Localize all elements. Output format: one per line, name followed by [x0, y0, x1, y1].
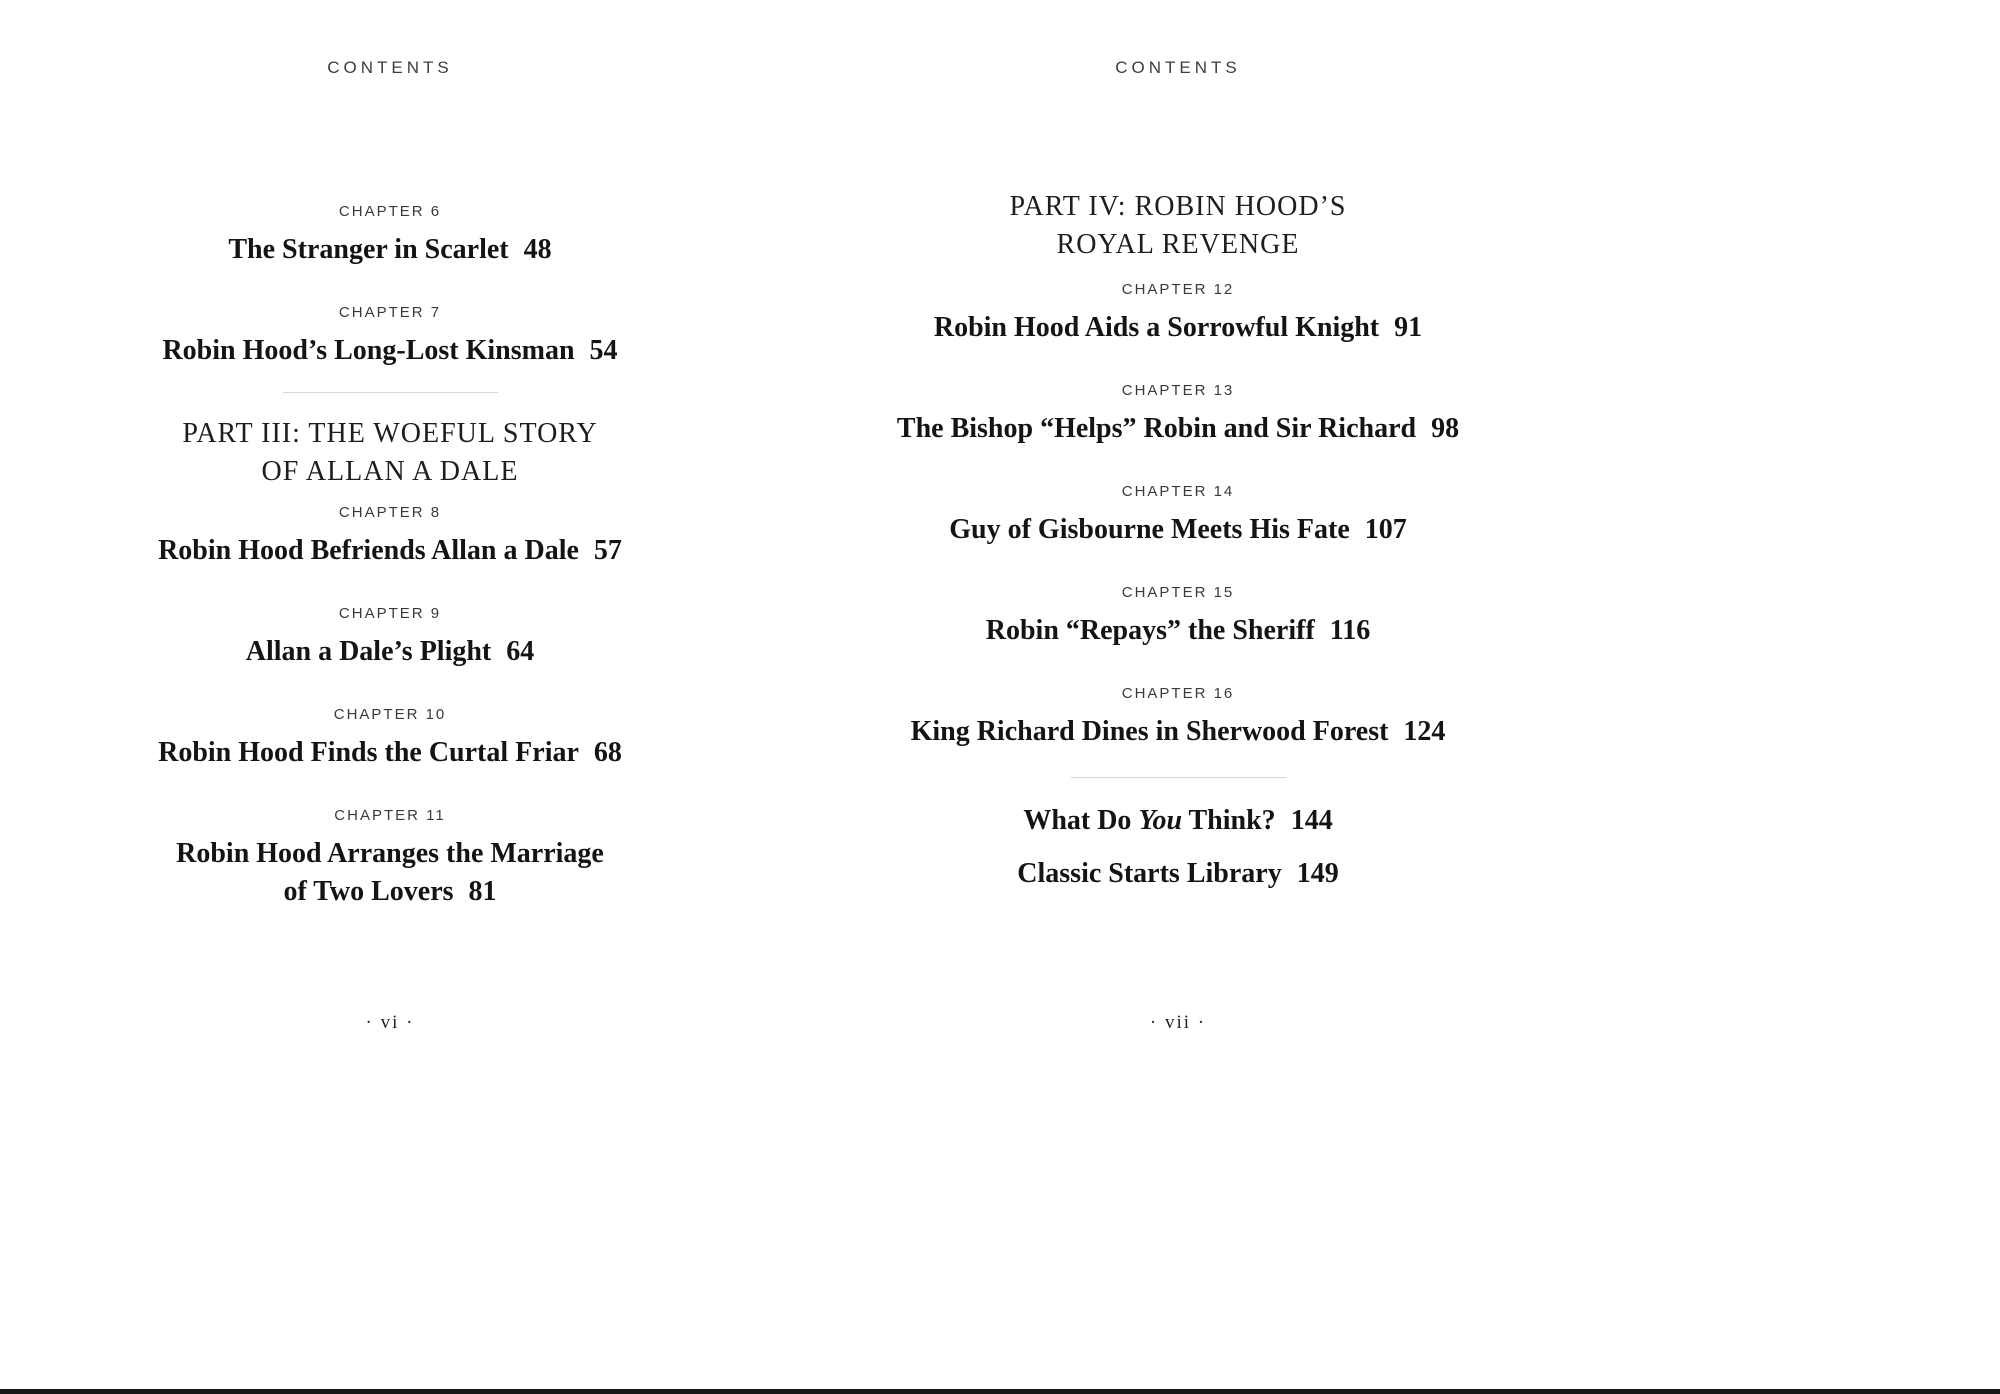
- toc-entry-chapter-13: [838, 381, 1518, 448]
- folio-left: · vi ·: [365, 1012, 415, 1033]
- toc-entry-what-do-you-think: [838, 802, 1518, 840]
- toc-entry-classic-starts-library: [838, 855, 1518, 893]
- chapter-title-row: [50, 231, 730, 269]
- chapter-title: Guy of Gisbourne Meets His Fate: [949, 514, 1350, 545]
- toc-entry-chapter-16: [838, 684, 1518, 751]
- chapter-title-row: [50, 835, 730, 911]
- section-divider: [283, 392, 498, 393]
- toc-entry-chapter-9: [50, 604, 730, 671]
- part-heading-line: PART III: THE WOEFUL STORY: [182, 418, 598, 449]
- chapter-title-row: [838, 612, 1518, 650]
- page-bottom-edge: [0, 1389, 2000, 1394]
- chapter-title-row: [838, 410, 1518, 448]
- back-matter-title: Classic Starts Library: [1017, 858, 1282, 889]
- toc-entry-chapter-12: [838, 280, 1518, 347]
- page-number: 149: [1296, 858, 1339, 889]
- chapter-label: CHAPTER 7: [338, 304, 442, 321]
- chapter-title: The Bishop “Helps” Robin and Sir Richard: [896, 413, 1417, 444]
- chapter-title-row: [838, 511, 1518, 549]
- toc-entry-chapter-14: [838, 482, 1518, 549]
- toc-entry-chapter-15: [838, 583, 1518, 650]
- page-number: 64: [506, 636, 535, 667]
- chapter-label: CHAPTER 15: [1121, 584, 1235, 601]
- page-number: 81: [468, 876, 497, 907]
- chapter-label: CHAPTER 9: [338, 605, 442, 622]
- page-number: 107: [1364, 514, 1407, 545]
- part-heading-part-3: [50, 415, 730, 491]
- chapter-label: CHAPTER 6: [338, 203, 442, 220]
- chapter-title: Robin Hood Finds the Curtal Friar: [158, 737, 579, 768]
- chapter-title-row: [50, 332, 730, 370]
- chapter-label: CHAPTER 13: [1121, 382, 1235, 399]
- chapter-label: CHAPTER 12: [1121, 281, 1235, 298]
- part-heading-line: OF ALLAN A DALE: [261, 456, 519, 487]
- chapter-title-row: [50, 734, 730, 772]
- chapter-title: Allan a Dale’s Plight: [245, 636, 492, 667]
- page-left: [50, 0, 730, 1394]
- page-number: 54: [589, 335, 618, 366]
- chapter-title-row: [838, 713, 1518, 751]
- toc-entry-chapter-8: [50, 503, 730, 570]
- page-number: 57: [593, 535, 622, 566]
- section-divider: [1071, 777, 1286, 778]
- page-number: 124: [1403, 716, 1446, 747]
- page-number: 98: [1431, 413, 1460, 444]
- toc-entry-chapter-11: [50, 806, 730, 911]
- chapter-title-row: [50, 633, 730, 671]
- chapter-title: Robin Hood Aids a Sorrowful Knight: [933, 312, 1380, 343]
- chapter-label: CHAPTER 16: [1121, 685, 1235, 702]
- chapter-label: CHAPTER 14: [1121, 483, 1235, 500]
- chapter-title: Robin Hood’s Long-Lost Kinsman: [162, 335, 575, 366]
- running-head: CONTENTS: [327, 58, 453, 77]
- chapter-title: Robin Hood Befriends Allan a Dale: [158, 535, 579, 566]
- back-matter-title-post: Think?: [1182, 805, 1276, 836]
- back-matter-title-italic: You: [1138, 805, 1183, 836]
- part-heading-line: ROYAL REVENGE: [1056, 229, 1300, 260]
- chapter-title: King Richard Dines in Sherwood Forest: [910, 716, 1389, 747]
- chapter-title: The Stranger in Scarlet: [228, 234, 509, 265]
- page-number: 144: [1290, 805, 1333, 836]
- part-heading-line: PART IV: ROBIN HOOD’S: [1009, 191, 1347, 222]
- toc-entry-chapter-6: [50, 202, 730, 269]
- chapter-label: CHAPTER 8: [338, 504, 442, 521]
- chapter-title-line-2: [50, 873, 730, 911]
- chapter-title-row: [838, 309, 1518, 347]
- chapter-title: of Two Lovers: [283, 876, 454, 907]
- part-heading-part-4: [838, 188, 1518, 264]
- page-number: 91: [1394, 312, 1423, 343]
- chapter-title: Robin “Repays” the Sheriff: [985, 615, 1315, 646]
- running-head: CONTENTS: [1115, 58, 1241, 77]
- toc-entry-chapter-7: [50, 303, 730, 370]
- chapter-label: CHAPTER 10: [333, 706, 447, 723]
- chapter-title-line-1: Robin Hood Arranges the Marriage: [176, 838, 604, 869]
- chapter-title-row: [50, 532, 730, 570]
- page-number: 116: [1329, 615, 1371, 646]
- chapter-label: CHAPTER 11: [334, 807, 446, 824]
- back-matter-title-pre: What Do: [1023, 805, 1139, 836]
- page-right: [838, 0, 1518, 1394]
- page-number: 68: [593, 737, 622, 768]
- page-number: 48: [523, 234, 552, 265]
- folio-right: · vii ·: [1149, 1012, 1207, 1033]
- toc-entry-chapter-10: [50, 705, 730, 772]
